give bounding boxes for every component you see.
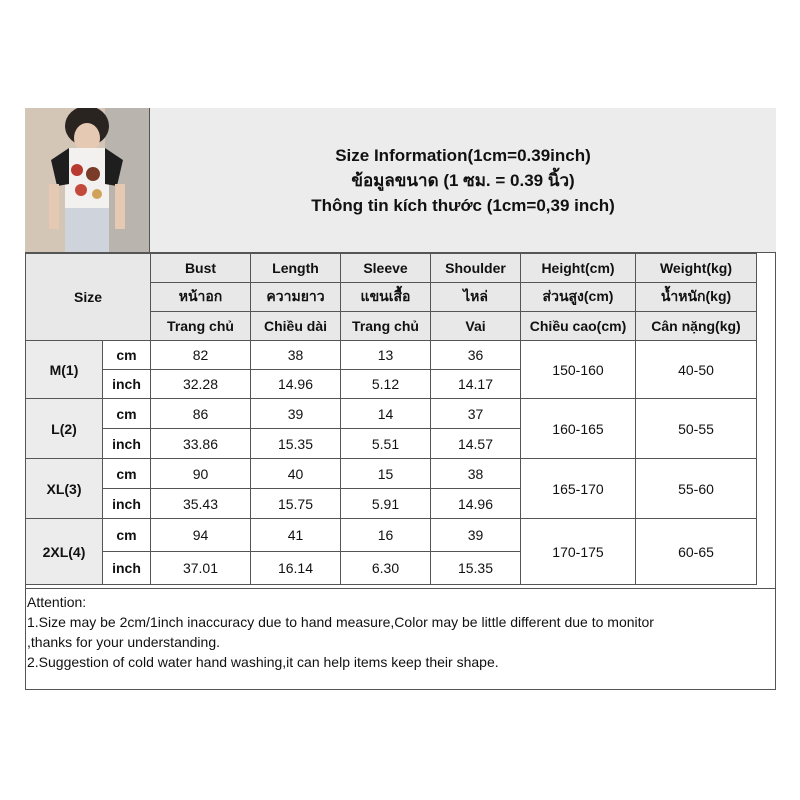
length-inch: 16.14	[251, 552, 341, 585]
col-length-en: Length	[251, 254, 341, 283]
bust-cm: 86	[151, 399, 251, 429]
notes-title: Attention:	[27, 594, 87, 610]
bust-inch: 32.28	[151, 370, 251, 399]
note-1-continued: ,thanks for your understanding.	[27, 634, 221, 650]
unit-inch: inch	[103, 429, 151, 459]
unit-cm: cm	[103, 519, 151, 552]
unit-inch: inch	[103, 370, 151, 399]
size-column-header: Size	[26, 254, 151, 341]
col-weight-en: Weight(kg)	[636, 254, 757, 283]
col-length-th: ความยาว	[251, 283, 341, 312]
sleeve-cm: 16	[341, 519, 431, 552]
unit-inch: inch	[103, 489, 151, 519]
shoulder-cm: 39	[431, 519, 521, 552]
note-1: 1.Size may be 2cm/1inch inaccuracy due to hand measure,Color may be little different due to monitor	[27, 614, 654, 630]
sleeve-cm: 15	[341, 459, 431, 489]
bust-inch: 37.01	[151, 552, 251, 585]
size-label: 2XL(4)	[26, 519, 103, 585]
unit-cm: cm	[103, 459, 151, 489]
size-label: L(2)	[26, 399, 103, 459]
col-sleeve-th: แขนเสื้อ	[341, 283, 431, 312]
sleeve-inch: 5.91	[341, 489, 431, 519]
col-weight-vi: Cân nặng(kg)	[636, 312, 757, 341]
col-length-vi: Chiều dài	[251, 312, 341, 341]
length-cm: 41	[251, 519, 341, 552]
weight-range: 40-50	[636, 341, 757, 399]
weight-range: 60-65	[636, 519, 757, 585]
shoulder-inch: 14.96	[431, 489, 521, 519]
bust-cm: 90	[151, 459, 251, 489]
header-title-vi: Thông tin kích thước (1cm=0,39 inch)	[311, 195, 615, 215]
sleeve-inch: 6.30	[341, 552, 431, 585]
col-bust-en: Bust	[151, 254, 251, 283]
header-title-th: ข้อมูลขนาด (1 ซม. = 0.39 นิ้ว)	[351, 170, 575, 190]
length-inch: 15.35	[251, 429, 341, 459]
col-bust-th: หน้าอก	[151, 283, 251, 312]
length-inch: 15.75	[251, 489, 341, 519]
col-height-vi: Chiều cao(cm)	[521, 312, 636, 341]
unit-inch: inch	[103, 552, 151, 585]
shoulder-inch: 14.57	[431, 429, 521, 459]
note-2: 2.Suggestion of cold water hand washing,it can help items keep their shape.	[27, 654, 499, 670]
sleeve-cm: 13	[341, 341, 431, 370]
shoulder-inch: 14.17	[431, 370, 521, 399]
sleeve-inch: 5.51	[341, 429, 431, 459]
table-row	[26, 519, 757, 552]
col-weight-th: น้ำหนัก(kg)	[636, 283, 757, 312]
length-cm: 39	[251, 399, 341, 429]
col-sleeve-vi: Trang chủ	[341, 312, 431, 341]
height-range: 165-170	[521, 459, 636, 519]
product-photo-tshirt-icon	[25, 108, 150, 253]
height-range: 170-175	[521, 519, 636, 585]
shoulder-inch: 15.35	[431, 552, 521, 585]
bust-cm: 82	[151, 341, 251, 370]
table-row	[26, 399, 757, 429]
col-sleeve-en: Sleeve	[341, 254, 431, 283]
shoulder-cm: 38	[431, 459, 521, 489]
bust-cm: 94	[151, 519, 251, 552]
header-title-en: Size Information(1cm=0.39inch)	[335, 145, 591, 165]
attention-notes	[25, 588, 776, 690]
col-height-en: Height(cm)	[521, 254, 636, 283]
size-info-header	[150, 108, 776, 253]
col-height-th: ส่วนสูง(cm)	[521, 283, 636, 312]
length-inch: 14.96	[251, 370, 341, 399]
shoulder-cm: 36	[431, 341, 521, 370]
bust-inch: 33.86	[151, 429, 251, 459]
length-cm: 38	[251, 341, 341, 370]
weight-range: 50-55	[636, 399, 757, 459]
sleeve-cm: 14	[341, 399, 431, 429]
height-range: 160-165	[521, 399, 636, 459]
product-photo	[25, 108, 150, 253]
col-shoulder-th: ไหล่	[431, 283, 521, 312]
height-range: 150-160	[521, 341, 636, 399]
length-cm: 40	[251, 459, 341, 489]
unit-cm: cm	[103, 341, 151, 370]
size-table	[25, 253, 757, 585]
col-bust-vi: Trang chủ	[151, 312, 251, 341]
sleeve-inch: 5.12	[341, 370, 431, 399]
bust-inch: 35.43	[151, 489, 251, 519]
size-label: M(1)	[26, 341, 103, 399]
col-shoulder-vi: Vai	[431, 312, 521, 341]
table-row	[26, 341, 757, 370]
size-label: XL(3)	[26, 459, 103, 519]
weight-range: 55-60	[636, 459, 757, 519]
table-row	[26, 459, 757, 489]
col-shoulder-en: Shoulder	[431, 254, 521, 283]
shoulder-cm: 37	[431, 399, 521, 429]
unit-cm: cm	[103, 399, 151, 429]
